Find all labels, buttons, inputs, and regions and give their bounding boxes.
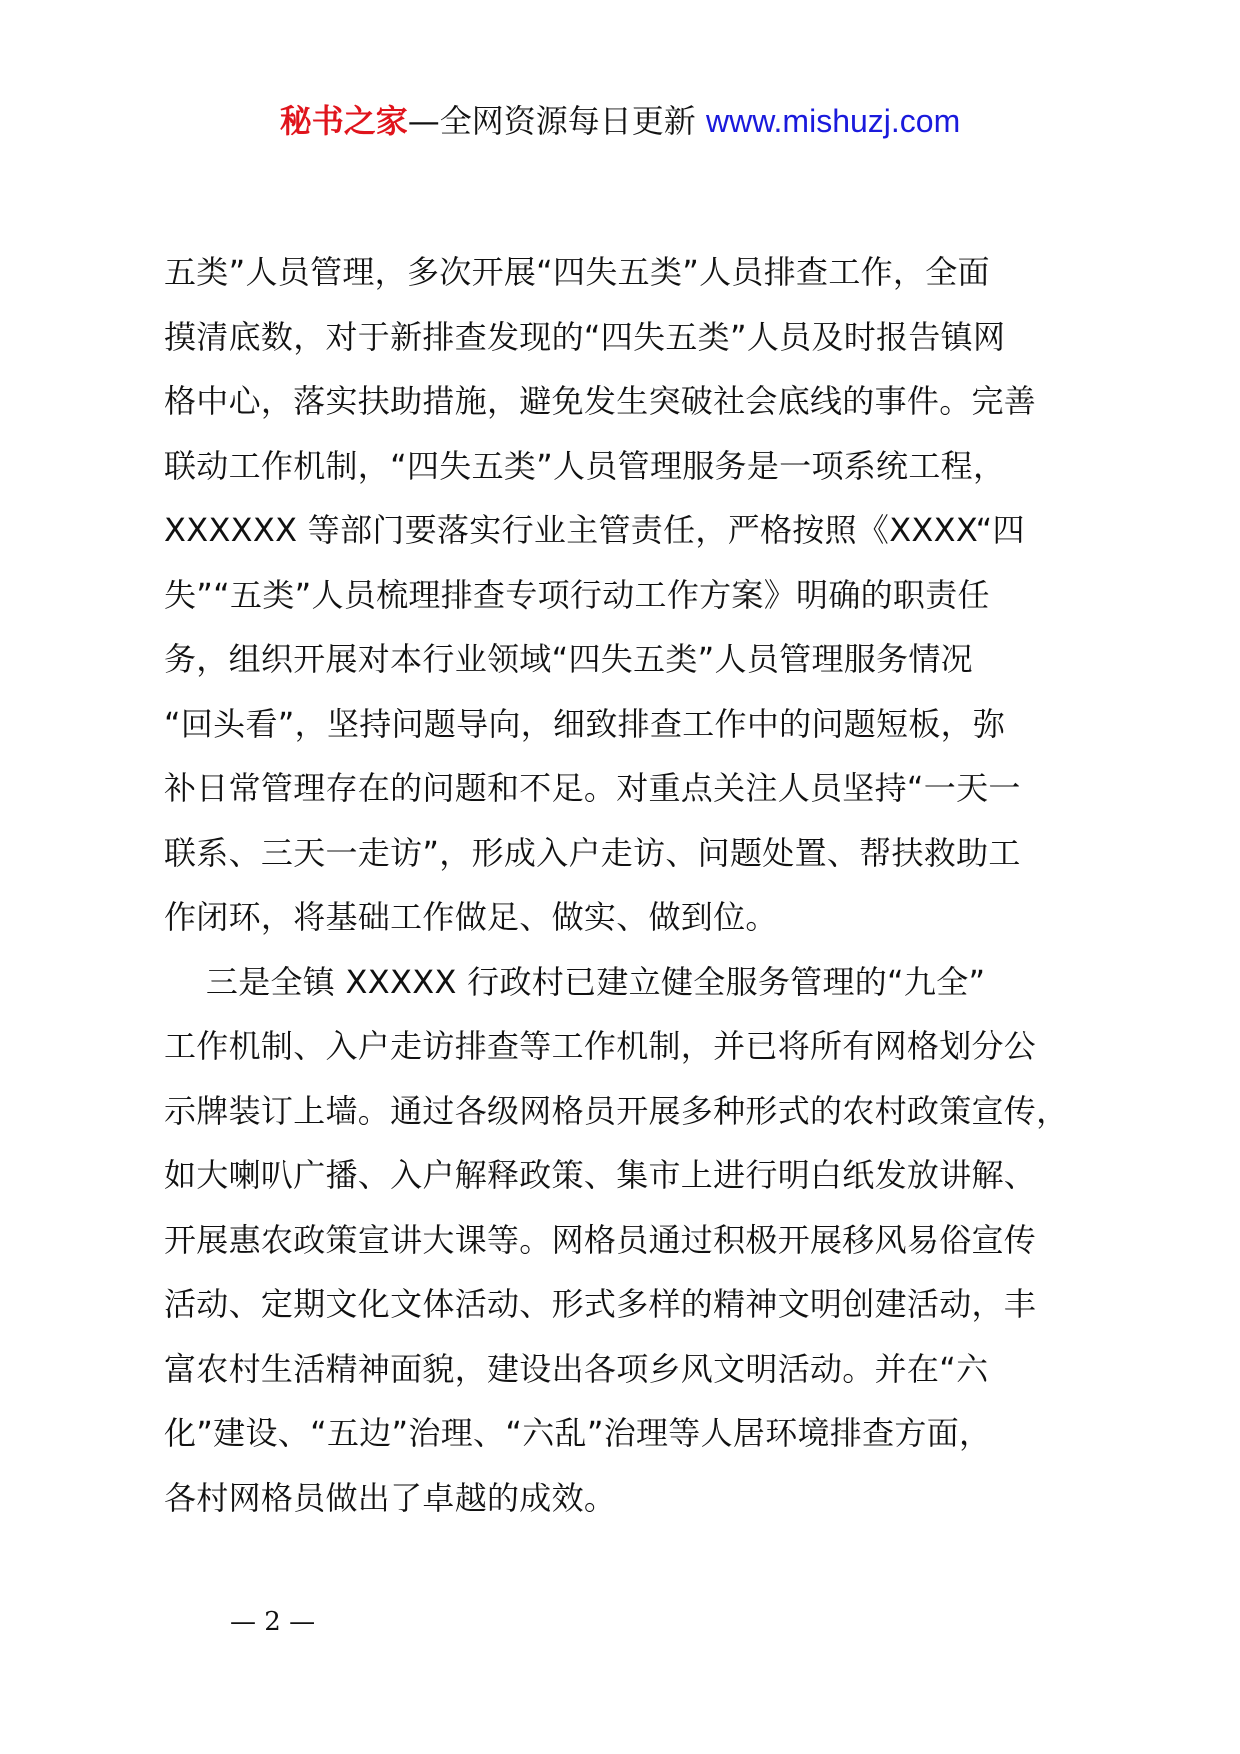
text-line: 工作机制、入户走访排查等工作机制，并已将所有网格划分公: [164, 1027, 1037, 1065]
text-line: 开展惠农政策宣讲大课等。网格员通过积极开展移风易俗宣传: [164, 1220, 1037, 1259]
text-line: 格中心，落实扶助措施，避免发生突破社会底线的事件。完善: [164, 382, 1037, 420]
site-header: [0, 98, 1240, 144]
text-line: 活动、定期文化文体活动、形式多样的精神文明创建活动，丰: [164, 1285, 1037, 1323]
header-tagline: —全网资源每日更新: [407, 102, 706, 140]
text-line: 补日常管理存在的问题和不足。对重点关注人员坚持“一天一: [164, 769, 1021, 807]
text-line: 化”建设、“五边”治理、“六乱”治理等人居环境排查方面，: [164, 1414, 992, 1452]
document-body: [164, 240, 1104, 1530]
site-url-link[interactable]: www.mishuzj.com: [705, 103, 961, 139]
brand-name: 秘书之家: [279, 102, 408, 140]
text-line: “回头看”，坚持问题导向，细致排查工作中的问题短板，弥: [164, 704, 1006, 743]
text-line: 摸清底数，对于新排查发现的“四失五类”人员及时报告镇网: [164, 317, 1006, 356]
text-line: 务，组织开展对本行业领域“四失五类”人员管理服务情况: [164, 640, 973, 678]
text-line: 作闭环，将基础工作做足、做实、做到位。: [164, 898, 778, 936]
text-line: 三是全镇 XXXXX 行政村已建立健全服务管理的“九全”: [164, 962, 986, 1001]
page-number: — 2 —: [230, 1607, 316, 1637]
text-line: 联系、三天一走访”，形成入户走访、问题处置、帮扶救助工: [164, 833, 1021, 872]
text-line: XXXXXX 等部门要落实行业主管责任，严格按照《XXXX“四: [164, 511, 1025, 549]
text-line: 示牌装订上墙。通过各级网格员开展多种形式的农村政策宣传，: [164, 1091, 1069, 1130]
text-line: 五类”人员管理，多次开展“四失五类”人员排查工作，全面: [164, 253, 990, 291]
text-line: 联动工作机制，“四失五类”人员管理服务是一项系统工程，: [164, 446, 1006, 485]
text-line: 富农村生活精神面貌，建设出各项乡风文明活动。并在“六: [164, 1349, 989, 1388]
text-line: 如大喇叭广播、入户解释政策、集市上进行明白纸发放讲解、: [164, 1156, 1037, 1194]
text-line: 失”“五类”人员梳理排查专项行动工作方案》明确的职责任: [164, 575, 990, 614]
text-line: 各村网格员做出了卓越的成效。: [164, 1478, 617, 1517]
